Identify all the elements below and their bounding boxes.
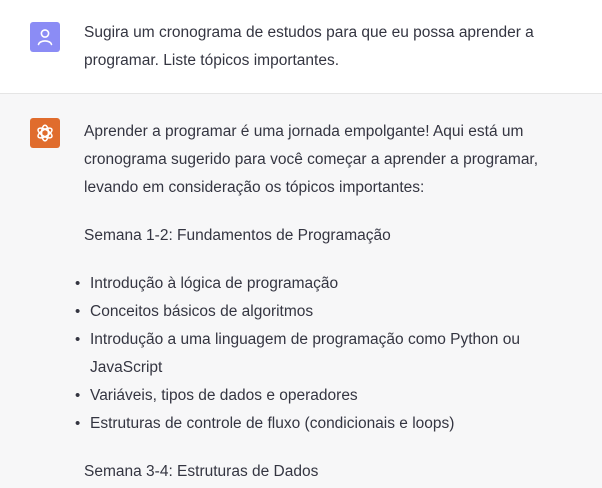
topic-list — [75, 270, 564, 438]
list-item-text: Conceitos básicos de algoritmos — [90, 303, 314, 320]
bullet-icon: • — [75, 415, 81, 432]
user-message-text: Sugira um cronograma de estudos para que eu possa aprender a programar. Liste tópicos importantes. — [84, 24, 534, 69]
bullet-icon: • — [75, 387, 81, 404]
bullet-icon: • — [75, 331, 81, 348]
list-item-text: Variáveis, tipos de dados e operadores — [90, 387, 358, 404]
section-title: Semana 1-2: Fundamentos de Programação — [84, 227, 391, 244]
user-message — [0, 0, 602, 94]
list-item — [75, 382, 564, 410]
assistant-intro: Aprender a programar é uma jornada empolgante! Aqui está um cronograma sugerido para você começar a aprender a programar, levando em consideração os tópicos importantes: — [84, 123, 539, 196]
list-item-text: Introdução a uma linguagem de programação como Python ou JavaScript — [90, 331, 520, 376]
assistant-avatar — [30, 118, 60, 148]
section-title: Semana 3-4: Estruturas de Dados — [84, 463, 319, 480]
bullet-icon: • — [75, 275, 81, 292]
bullet-icon: • — [75, 303, 81, 320]
user-icon — [35, 27, 55, 47]
openai-logo-icon — [34, 122, 56, 144]
list-item — [75, 326, 564, 382]
assistant-message-body — [75, 118, 564, 488]
list-item-text: Introdução à lógica de programação — [90, 275, 339, 292]
list-item — [75, 270, 564, 298]
assistant-message — [0, 94, 602, 488]
list-item — [75, 298, 564, 326]
list-item — [75, 410, 564, 438]
list-item-text: Estruturas de controle de fluxo (condicionais e loops) — [90, 415, 455, 432]
user-avatar — [30, 22, 60, 52]
